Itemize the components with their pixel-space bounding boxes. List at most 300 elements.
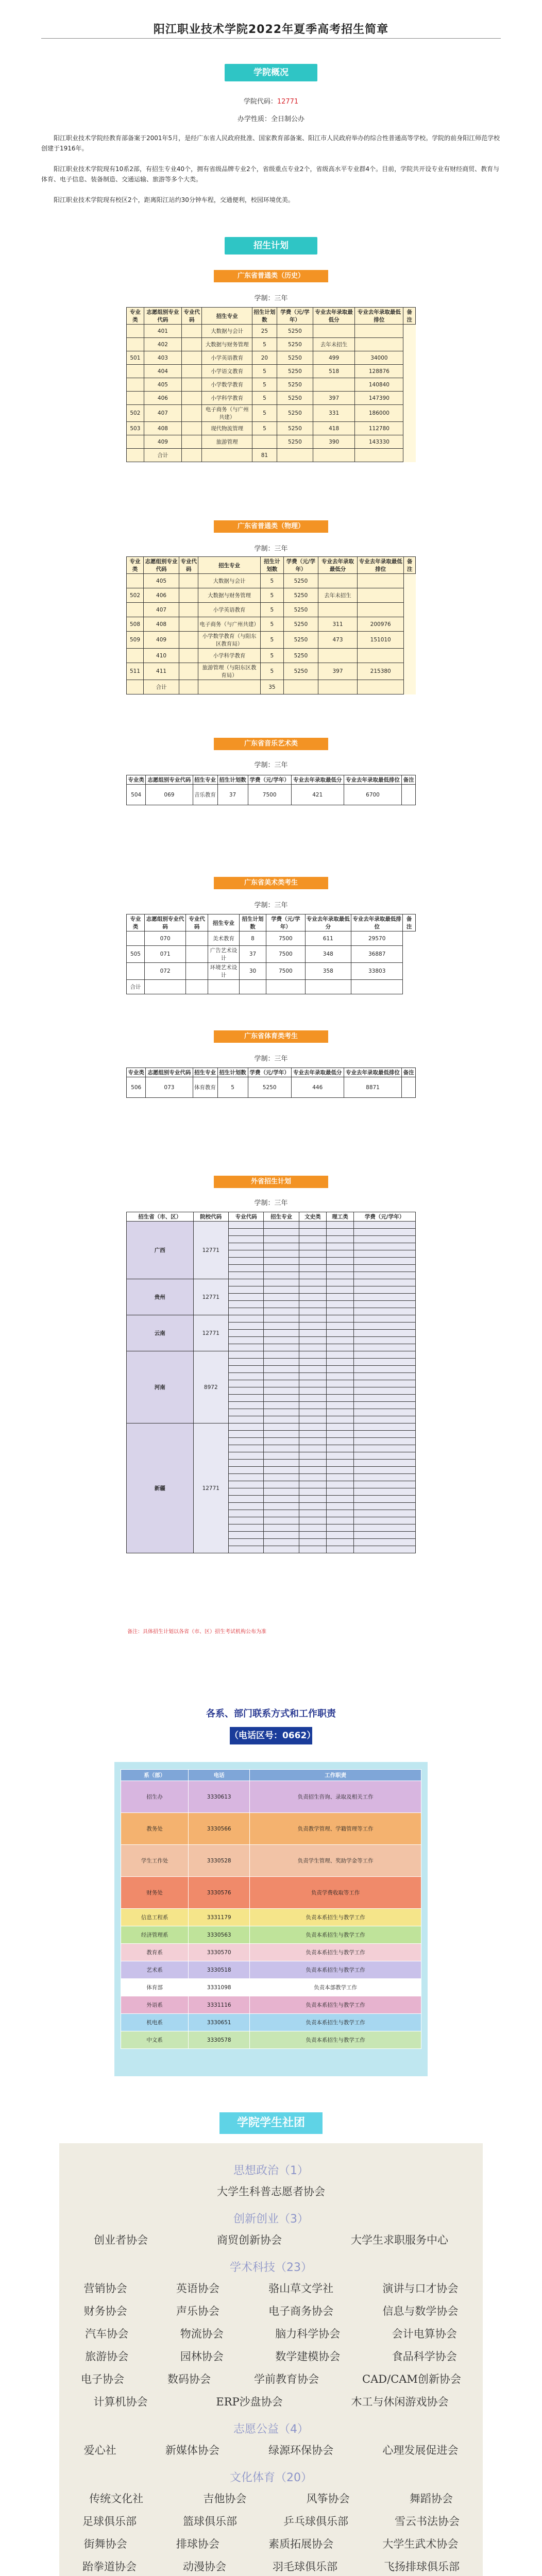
table-cell: [228, 1431, 263, 1438]
assoc-item: 食品科学协会: [392, 2350, 457, 2363]
table-cell: 34000: [355, 351, 403, 365]
table-cell: [354, 1467, 416, 1474]
assoc-item: 数学建模协会: [275, 2350, 341, 2363]
overview-paragraph-2: 阳江职业技术学院现有10系2部，有招生专业40个，拥有省级品牌专业2个，省级重点专业2个，省级高水平专业群4个。目前，学院共开设专业有财经商贸、教育与体育、电子信息、装备制造、交通运输、旅游等多个大类。: [41, 165, 500, 183]
table-cell: [264, 1395, 299, 1402]
table-cell: [355, 338, 403, 351]
table-cell: [228, 1301, 263, 1308]
table-cell: [299, 1481, 326, 1488]
table-cell: [228, 1286, 263, 1294]
table-cell: [299, 1222, 326, 1229]
table-cell: 509: [127, 632, 144, 649]
table-cell: [326, 1452, 353, 1460]
plan-banner: 招生计划: [225, 237, 317, 255]
table-cell: 体育教育: [193, 1077, 217, 1098]
table-cell: 5250: [277, 378, 313, 392]
table-cell: 071: [144, 946, 185, 963]
assoc-item: 排球协会: [176, 2538, 219, 2550]
column-header: 系（部）: [121, 1770, 189, 1781]
dept-duty: 负责教学管理、学籍管理等工作: [250, 1813, 421, 1845]
table-cell: 30: [239, 963, 266, 980]
assoc-section-heading: 文化体育（20）: [230, 2471, 312, 2484]
table-cell: [228, 1308, 263, 1315]
table-cell: 5: [260, 603, 283, 617]
table-cell: 501: [127, 351, 144, 365]
column-header: 专业类: [127, 557, 144, 574]
table-cell: [228, 1344, 263, 1351]
table-cell: [264, 1409, 299, 1416]
table-cell: 503: [127, 422, 144, 435]
table-cell: [299, 1294, 326, 1301]
column-header: 招生专业: [264, 1212, 299, 1222]
column-header: 备注: [403, 308, 416, 325]
table-cell: [354, 1380, 416, 1387]
table-cell: [354, 1272, 416, 1279]
table-cell: [299, 1279, 326, 1286]
dept-duty: 负责本系招生与教学工作: [250, 1909, 421, 1926]
table-cell: 5: [260, 588, 283, 603]
assoc-item: 风筝协会: [306, 2493, 350, 2505]
dept-name: 教育系: [121, 1944, 189, 1961]
assoc-item: 足球俱乐部: [82, 2515, 137, 2528]
column-header: 招生计划数: [252, 308, 277, 325]
assoc-banner: 学院学生社团: [219, 2112, 323, 2134]
table-row: [127, 785, 416, 805]
table-cell: [299, 1467, 326, 1474]
table-cell: 505: [127, 946, 145, 963]
table-cell: 404: [144, 365, 181, 378]
table-cell: [228, 1243, 263, 1250]
table-cell: [186, 946, 208, 963]
dept-header-row: [121, 1770, 421, 1781]
table-cell: [228, 1546, 263, 1553]
table-cell: [228, 1402, 263, 1409]
dept-duty: 负责本部教学工作: [250, 1979, 421, 1996]
school-code-cell: 12771: [193, 1279, 228, 1315]
dept-row: [121, 1926, 421, 1944]
table-cell: [228, 1496, 263, 1503]
table-cell: [264, 1308, 299, 1315]
table-cell: [354, 1510, 416, 1517]
table-cell: 大数据与财务管理: [198, 588, 260, 603]
table-cell: 5250: [284, 603, 318, 617]
table-cell: [326, 1373, 353, 1380]
table-cell: [127, 325, 144, 338]
other-provinces-note: 备注：具体招生计划以各省（市、区）招生考试机构公布为准: [127, 1629, 266, 1635]
table-cell: [264, 1380, 299, 1387]
table-cell: 合计: [144, 449, 181, 462]
table-cell: [354, 1258, 416, 1265]
table-cell: [228, 1265, 263, 1272]
table-cell: [354, 1546, 416, 1553]
school-code-cell: 8972: [193, 1351, 228, 1423]
dept-phone: 3330566: [189, 1813, 250, 1845]
table-cell: [228, 1416, 263, 1423]
table-cell: 37: [217, 785, 248, 805]
table-cell: 611: [305, 931, 351, 946]
page-title: 阳江职业技术学院2022年夏季高考招生简章: [153, 23, 389, 36]
dept-row: [121, 1979, 421, 1996]
table-cell: [354, 1409, 416, 1416]
table-cell: [326, 1431, 353, 1438]
table-cell: [326, 1387, 353, 1395]
table-cell: [179, 649, 198, 663]
table-cell: [264, 1279, 299, 1286]
table-cell: 25: [252, 325, 277, 338]
column-header: 专业代码: [179, 557, 198, 574]
table-cell: [326, 1395, 353, 1402]
table-cell: [264, 1258, 299, 1265]
table-cell: [228, 1510, 263, 1517]
column-header: 专业去年录取最低排位: [344, 775, 402, 785]
table-cell: [202, 449, 252, 462]
dept-row: [121, 1909, 421, 1926]
table-cell: [355, 325, 403, 338]
table-row: [127, 405, 416, 422]
table-cell: [299, 1416, 326, 1423]
table-cell: [299, 1337, 326, 1344]
table-cell: [358, 574, 404, 588]
table-cell: [127, 931, 145, 946]
table-cell: [326, 1438, 353, 1445]
table-cell: [326, 1380, 353, 1387]
table-cell: [354, 1387, 416, 1395]
student-associations-panel: [59, 2143, 483, 2576]
table-cell: [326, 1344, 353, 1351]
table-cell: [127, 963, 145, 980]
table-cell: [326, 1517, 353, 1524]
table-cell: [305, 980, 351, 994]
table-cell: [228, 1351, 263, 1359]
dept-phone: 3330651: [189, 2014, 250, 2031]
column-header: 理工类: [326, 1212, 353, 1222]
column-header: 电话: [189, 1770, 250, 1781]
table-cell: 5: [252, 338, 277, 351]
table-cell: [326, 1243, 353, 1250]
table-cell: [299, 1488, 326, 1496]
table-cell: 5: [260, 663, 283, 680]
table-cell: 408: [143, 617, 179, 632]
table-cell: [228, 1481, 263, 1488]
assoc-item: 绿源环保协会: [268, 2444, 334, 2456]
table-cell: 406: [144, 392, 181, 405]
table-cell: [326, 1294, 353, 1301]
table-cell: [326, 1402, 353, 1409]
table-cell: 5: [260, 632, 283, 649]
column-header: 专业类: [127, 914, 145, 931]
table-cell: [358, 603, 404, 617]
table-cell: [299, 1359, 326, 1366]
table-cell: [354, 1423, 416, 1431]
table-cell: 5: [252, 405, 277, 422]
assoc-item: 素质拓展协会: [268, 2538, 334, 2550]
column-header: 工作职责: [250, 1770, 421, 1781]
table-cell: 旅游管理（与阳东区教育局）: [198, 663, 260, 680]
table-cell: [318, 603, 357, 617]
column-header: 学费（元/学年）: [266, 914, 306, 931]
table-cell: 去年未招生: [318, 588, 357, 603]
table-cell: [228, 1423, 263, 1431]
table-cell: [264, 1323, 299, 1330]
assoc-item: 心理发展促进会: [382, 2444, 459, 2456]
table-cell: [354, 1359, 416, 1366]
table-cell: [354, 1279, 416, 1286]
table-cell: [354, 1250, 416, 1258]
assoc-item: 骆山草文学社: [268, 2282, 334, 2295]
table-cell: [264, 1222, 299, 1229]
table-cell: 5250: [284, 632, 318, 649]
dept-name: 教务处: [121, 1813, 189, 1845]
college-code-line: [0, 96, 542, 106]
table-cell: [313, 378, 354, 392]
overview-paragraph-3: 阳江职业技术学院现有校区2个，距离阳江站约30分钟车程，交通便利，校园环境优美。: [54, 196, 294, 204]
table-cell: [354, 1337, 416, 1344]
table-cell: 大数据与会计: [202, 325, 252, 338]
overview-banner: 学院概况: [225, 64, 317, 81]
table-cell: [326, 1546, 353, 1553]
table-cell: [299, 1373, 326, 1380]
table-cell: [354, 1351, 416, 1359]
table-cell: [299, 1272, 326, 1279]
table-cell: 5250: [284, 574, 318, 588]
table-cell: 405: [144, 378, 181, 392]
table-cell: [228, 1452, 263, 1460]
table-cell: 506: [127, 1077, 146, 1098]
table-cell: [264, 1272, 299, 1279]
table-header-row: [127, 557, 416, 574]
dept-phone: 3330570: [189, 1944, 250, 1961]
table-cell: [354, 1532, 416, 1539]
table-cell: [326, 1351, 353, 1359]
assoc-item: 吉他协会: [203, 2493, 247, 2505]
table-cell: 35: [260, 680, 283, 694]
column-header: 专业去年录取最低分: [318, 557, 357, 574]
table-cell: [264, 1315, 299, 1323]
table-cell: 7500: [266, 946, 306, 963]
table-cell: [354, 1395, 416, 1402]
table-cell: [326, 1510, 353, 1517]
assoc-row: [59, 2394, 483, 2409]
table-cell: [299, 1524, 326, 1532]
table-cell: 511: [127, 663, 144, 680]
table-cell: [277, 449, 313, 462]
table-cell: 446: [291, 1077, 344, 1098]
table-cell: 音乐教育: [193, 785, 217, 805]
dept-row: [121, 2014, 421, 2031]
table-cell: 合计: [143, 680, 179, 694]
column-header: 备注: [402, 775, 416, 785]
table-row: [127, 351, 416, 365]
table-cell: 409: [143, 632, 179, 649]
table-cell: 390: [313, 435, 354, 449]
table-cell: [299, 1510, 326, 1517]
table-cell: [299, 1380, 326, 1387]
column-header: 备注: [404, 557, 416, 574]
table-cell: 5250: [277, 351, 313, 365]
t1-system: 学制：三年: [254, 295, 288, 302]
table-cell: [182, 338, 202, 351]
table-cell: [228, 1395, 263, 1402]
column-header: 招生计划数: [239, 914, 266, 931]
table-cell: 小学语文教育: [202, 365, 252, 378]
table-cell: [127, 378, 144, 392]
table-cell: [326, 1229, 353, 1236]
table-cell: [326, 1279, 353, 1286]
school-code-cell: 12771: [193, 1423, 228, 1553]
table-header-row: [127, 1068, 416, 1077]
table-cell: [326, 1286, 353, 1294]
table-cell: [402, 785, 416, 805]
dept-phone: 3330576: [189, 1877, 250, 1909]
assoc-row: [59, 2326, 483, 2341]
table-cell: 397: [318, 663, 357, 680]
table-cell: [264, 1510, 299, 1517]
dept-row: [121, 1877, 421, 1909]
table-cell: [264, 1351, 299, 1359]
table-cell: [264, 1431, 299, 1438]
table-cell: [326, 1532, 353, 1539]
table-cell: 小学科学教育: [198, 649, 260, 663]
assoc-item: 大学生武术协会: [382, 2538, 459, 2550]
assoc-row: [59, 2558, 483, 2574]
column-header: 招生省（市、区）: [127, 1212, 194, 1222]
assoc-item: 舞蹈协会: [409, 2493, 453, 2505]
table-cell: 331: [313, 405, 354, 422]
table-cell: [208, 980, 240, 994]
dept-phone: 3331179: [189, 1909, 250, 1926]
table-cell: [182, 405, 202, 422]
table-cell: 409: [144, 435, 181, 449]
table-cell: [326, 1416, 353, 1423]
t6-system: 学制：三年: [254, 1199, 288, 1207]
province-cell: 广西: [127, 1222, 194, 1279]
column-header: 专业去年录取最低排位: [344, 1068, 402, 1077]
table-cell: [354, 1517, 416, 1524]
table-cell: 5: [260, 574, 283, 588]
table-cell: [299, 1315, 326, 1323]
table-row: [127, 946, 416, 963]
column-header: 专业类: [127, 308, 144, 325]
table-cell: [299, 1351, 326, 1359]
table-cell: [228, 1409, 263, 1416]
table-cell: 5: [252, 378, 277, 392]
dept-phone: 3330518: [189, 1961, 250, 1979]
column-header: 招生专业: [208, 914, 240, 931]
table-cell: [326, 1337, 353, 1344]
table-cell: 5250: [284, 617, 318, 632]
column-header: 招生计划数: [217, 775, 248, 785]
table-cell: [252, 435, 277, 449]
table-cell: [299, 1308, 326, 1315]
table-cell: [228, 1524, 263, 1532]
column-header: 专业去年录取最低排位: [355, 308, 403, 325]
table-cell: [354, 1243, 416, 1250]
table-cell: 37: [239, 946, 266, 963]
dept-row: [121, 1781, 421, 1813]
table-cell: 473: [318, 632, 357, 649]
dept-row: [121, 1961, 421, 1979]
table-cell: 小学英语教育: [198, 603, 260, 617]
table-cell: [179, 680, 198, 694]
table-cell: 502: [127, 405, 144, 422]
table-cell: [354, 1474, 416, 1481]
table-row: [127, 663, 416, 680]
assoc-item: 动漫协会: [183, 2561, 226, 2573]
table-cell: [354, 1481, 416, 1488]
assoc-item: 大学生求职服务中心: [351, 2234, 448, 2246]
table-cell: 电子商务（与广州共建）: [198, 617, 260, 632]
college-code: 12771: [277, 98, 299, 106]
assoc-item: 营销协会: [83, 2282, 127, 2295]
column-header: 专业代码: [228, 1212, 263, 1222]
table-cell: [228, 1359, 263, 1366]
title-divider: [41, 38, 501, 39]
table-cell: [228, 1229, 263, 1236]
column-header: 专业去年录取最低分: [291, 1068, 344, 1077]
assoc-item: 新媒体协会: [165, 2444, 219, 2456]
dept-duty: 负责本系招生与教学工作: [250, 1926, 421, 1944]
table-cell: [127, 435, 144, 449]
table-cell: [299, 1395, 326, 1402]
table-cell: [326, 1315, 353, 1323]
table-cell: [264, 1481, 299, 1488]
assoc-section-heading: 创新创业（3）: [233, 2213, 309, 2226]
table-cell: [326, 1423, 353, 1431]
table-cell: 069: [146, 785, 193, 805]
column-header: 招生专业: [198, 557, 260, 574]
table-cell: 147390: [355, 392, 403, 405]
table-cell: [354, 1315, 416, 1323]
dept-name: 信息工程系: [121, 1909, 189, 1926]
table-cell: [127, 392, 144, 405]
assoc-item: 声乐协会: [176, 2305, 219, 2317]
column-header: 招生专业: [193, 775, 217, 785]
table-cell: [299, 1323, 326, 1330]
table-cell: [228, 1503, 263, 1510]
table-cell: 8: [239, 931, 266, 946]
table-row: [127, 931, 416, 946]
table-cell: [127, 603, 144, 617]
assoc-row: [59, 2183, 483, 2199]
t5-title: 广东省体育类考生: [214, 1030, 328, 1043]
table-cell: 5250: [277, 365, 313, 378]
table-cell: 7500: [248, 785, 291, 805]
table-cell: [264, 1294, 299, 1301]
table-cell: 5: [217, 1077, 248, 1098]
table-cell: [354, 1460, 416, 1467]
table-cell: 6700: [344, 785, 402, 805]
assoc-row: [59, 2371, 483, 2386]
table-cell: [264, 1488, 299, 1496]
table-cell: [182, 435, 202, 449]
table-cell: [354, 1373, 416, 1380]
table-cell: [179, 574, 198, 588]
table-cell: 072: [144, 963, 185, 980]
table-header-row: [127, 914, 416, 931]
table-cell: [313, 449, 354, 462]
table-cell: [264, 1503, 299, 1510]
table-cell: [264, 1416, 299, 1423]
table-cell: [326, 1496, 353, 1503]
table-cell: [264, 1337, 299, 1344]
table-cell: [326, 1481, 353, 1488]
table-cell: [299, 1539, 326, 1546]
t4-system: 学制：三年: [254, 902, 288, 909]
assoc-item: 计算机协会: [93, 2396, 148, 2408]
dept-phone-code: （电话区号：0662）: [230, 1727, 312, 1744]
column-header: 专业去年录取最低分: [313, 308, 354, 325]
table-cell: 401: [144, 325, 181, 338]
